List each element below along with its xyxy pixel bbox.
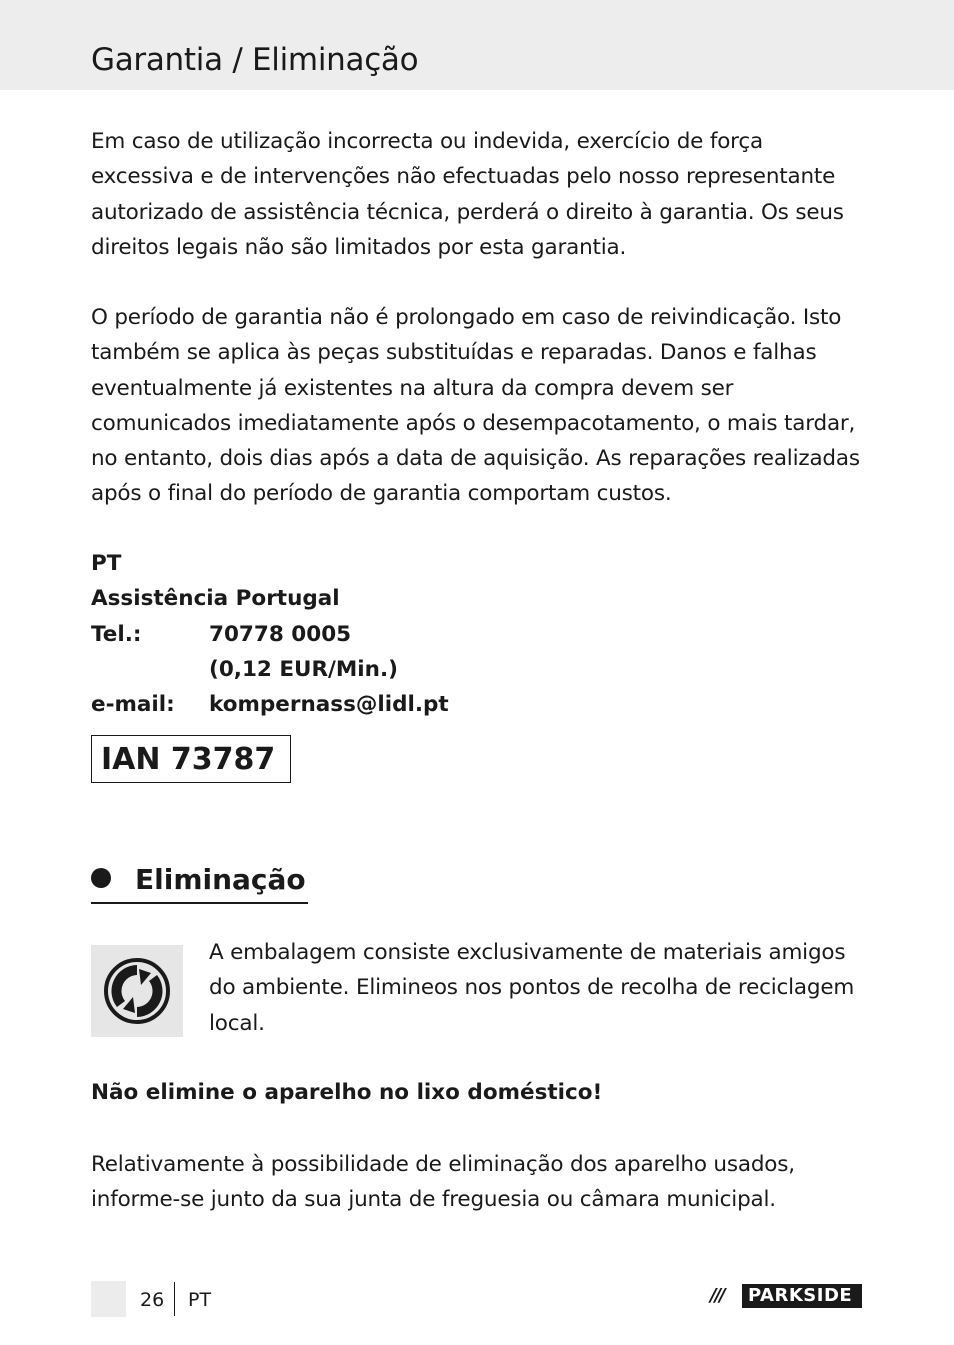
contact-service: Assistência Portugal [91,586,340,612]
warranty-paragraph-1: Em caso de utilização incorrecta ou indevida, exercício de força excessiva e de intervenções não efectuadas pelo nosso representante autorizado de assistência técnica, perderá o direito à garantia. Os seus direitos legais não são limitados por esta garantia. [91,129,844,260]
email-label: e-mail: [91,692,175,718]
footer-language: PT [188,1289,212,1311]
page-number: 26 [140,1289,165,1311]
parkside-logo [704,1284,862,1308]
contact-email-row [91,687,449,722]
packaging-paragraph: A embalagem consiste exclusivamente de materiais amigos do ambiente. Elimineos nos pontos de recolha de reciclagem local. [209,940,855,1036]
disposal-info-paragraph: Relativamente à possibilidade de eliminação dos aparelho usados, informe-se junto da sua junta de freguesia ou câmara municipal. [91,1152,795,1213]
section-heading-text: Eliminação [135,863,306,896]
email-address: kompernass@lidl.pt [209,692,449,718]
ian-box: IAN 73787 [91,735,291,783]
contact-block [91,546,449,722]
footer-box [91,1281,126,1317]
brand-slashes: /// [704,1284,742,1308]
warranty-paragraph-2: O período de garantia não é prolongado em caso de reivindicação. Isto também se aplica às peças substituídas e reparadas. Danos e falhas eventualmente já existentes na altura da compra devem ser comunicados imediatamente após o desempacotamento, o mais tardar, no entanto, dois dias após a data de aquisição. As reparações realizadas após o final do período de garantia comportam custos. [91,305,860,507]
contact-rate-row [91,652,449,687]
tel-label: Tel.: [91,621,142,647]
footer-divider [174,1282,175,1316]
contact-tel-row [91,617,449,652]
disposal-warning: Não elimine o aparelho no lixo doméstico! [91,1080,603,1105]
brand-name: PARKSIDE [748,1285,853,1306]
page-title: Garantia / Eliminação [91,42,419,78]
tel-number: 70778 0005 [209,621,352,647]
bullet-icon [91,868,111,888]
green-dot-recycling-icon [91,945,183,1037]
section-heading-disposal [91,858,308,904]
contact-country: PT [91,551,122,576]
tel-rate: (0,12 EUR/Min.) [209,656,398,682]
